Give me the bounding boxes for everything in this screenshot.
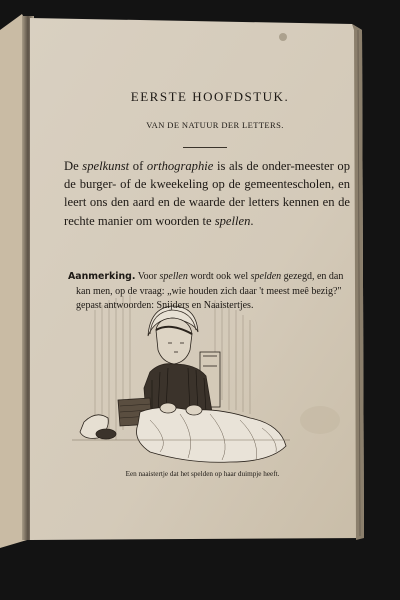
- stain: [300, 406, 340, 434]
- term-spelden: spelden: [250, 271, 282, 282]
- body-word: De: [64, 159, 79, 173]
- chapter-subtitle: VAN DE NATUUR DER LETTERS.: [146, 120, 284, 130]
- term-spellen: spellen: [214, 213, 251, 228]
- chapter-title: EERSTE HOOFDSTUK.: [130, 89, 290, 104]
- body-text-run: is als de onder-meester op de burger- of de kweekeling op de gemeentescholen, en leert ons den aard en de waarde der letters kennen en de rechte manier om woorden te: [64, 159, 351, 228]
- term-spelkunst: spelkunst: [82, 159, 130, 173]
- note-run: gezegd, en dan kan men, op de vraag: „wie houden zich daar 't meest meê bezig?" gepast antwoorden: Snijders en Naaistertjes.: [76, 271, 344, 312]
- title-rule: [183, 147, 227, 148]
- term-spellen: spellen: [159, 271, 188, 282]
- note-label: Aanmerking.: [68, 271, 136, 282]
- illustration-caption: Een naaistertje dat het spelden op haar duimpje heeft.: [125, 470, 280, 478]
- body-word: of: [132, 159, 144, 173]
- term-orthographie: orthographie: [146, 159, 214, 173]
- note-run: wordt ook wel: [190, 271, 249, 282]
- note-run: Voor: [137, 271, 157, 282]
- stain: [279, 33, 287, 41]
- note-paragraph: [68, 270, 358, 314]
- body-period: .: [250, 213, 254, 228]
- body-paragraph: [64, 157, 350, 230]
